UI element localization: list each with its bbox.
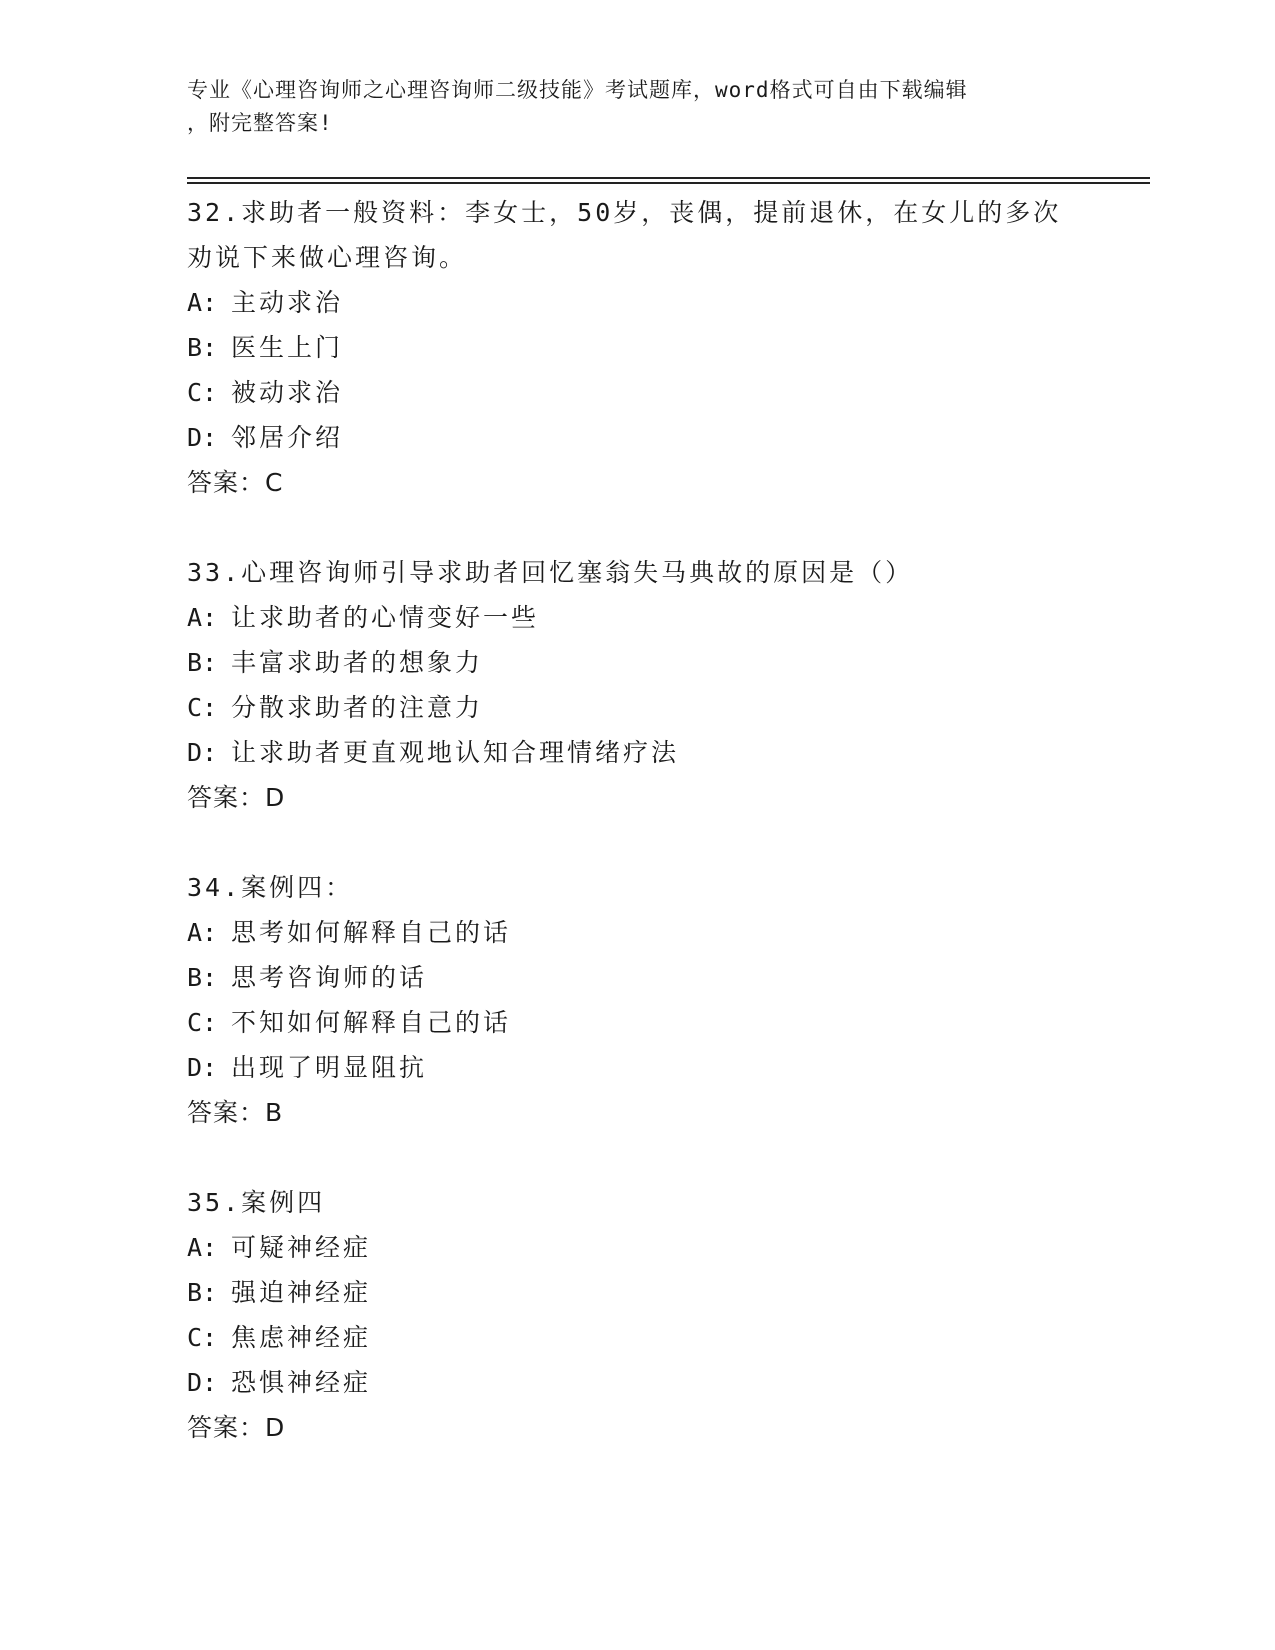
option-c: [187, 1315, 1147, 1360]
option-b: [187, 955, 1147, 1000]
option-d: [187, 730, 1147, 775]
option-label: D:: [187, 1053, 218, 1082]
option-label: A:: [187, 288, 218, 317]
option-text: 分散求助者的注意力: [231, 693, 484, 722]
answer-line: 答案：D: [187, 783, 286, 812]
option-label: B:: [187, 963, 218, 992]
option-b: [187, 1270, 1147, 1315]
option-label: D:: [187, 1368, 218, 1397]
document-header: [187, 74, 1087, 140]
option-a: [187, 1225, 1147, 1270]
option-text: 可疑神经症: [231, 1233, 372, 1262]
option-text: 丰富求助者的想象力: [231, 648, 484, 677]
question-text: 32.求助者一般资料：李女士，50岁，丧偶，提前退休，在女儿的多次: [187, 198, 1062, 227]
option-label: A:: [187, 918, 218, 947]
header-divider-bottom: [187, 182, 1150, 184]
option-label: B:: [187, 1278, 218, 1307]
option-b: [187, 325, 1147, 370]
option-text: 邻居介绍: [231, 423, 344, 452]
option-b: [187, 640, 1147, 685]
option-a: [187, 910, 1147, 955]
option-label: A:: [187, 1233, 218, 1262]
option-text: 让求助者更直观地认知合理情绪疗法: [231, 738, 680, 767]
question-text: 劝说下来做心理咨询。: [187, 243, 468, 272]
answer-line: 答案：B: [187, 1098, 284, 1127]
option-text: 强迫神经症: [231, 1278, 372, 1307]
option-text: 被动求治: [231, 378, 344, 407]
option-label: B:: [187, 333, 218, 362]
answer-line: 答案：C: [187, 468, 284, 497]
option-c: [187, 685, 1147, 730]
option-label: D:: [187, 738, 218, 767]
question-text: 35.案例四: [187, 1188, 326, 1217]
header-divider-top: [187, 177, 1150, 179]
question-34: [187, 865, 1147, 1135]
header-line-1: 专业《心理咨询师之心理咨询师二级技能》考试题库，word格式可自由下载编辑: [187, 78, 968, 102]
option-text: 不知如何解释自己的话: [231, 1008, 512, 1037]
option-d: [187, 1360, 1147, 1405]
option-text: 思考咨询师的话: [231, 963, 428, 992]
option-label: D:: [187, 423, 218, 452]
option-text: 思考如何解释自己的话: [231, 918, 512, 947]
option-label: B:: [187, 648, 218, 677]
option-a: [187, 595, 1147, 640]
header-line-2: ，附完整答案!: [187, 111, 333, 135]
option-c: [187, 370, 1147, 415]
question-list: [187, 190, 1147, 1495]
option-a: [187, 280, 1147, 325]
option-label: C:: [187, 1323, 218, 1352]
option-text: 焦虑神经症: [231, 1323, 372, 1352]
question-32: [187, 190, 1147, 505]
option-d: [187, 415, 1147, 460]
question-text: 34.案例四：: [187, 873, 354, 902]
option-text: 主动求治: [231, 288, 344, 317]
option-label: A:: [187, 603, 218, 632]
option-d: [187, 1045, 1147, 1090]
option-c: [187, 1000, 1147, 1045]
question-35: [187, 1180, 1147, 1450]
answer-line: 答案：D: [187, 1413, 286, 1442]
option-text: 出现了明显阻抗: [231, 1053, 428, 1082]
option-text: 恐惧神经症: [231, 1368, 372, 1397]
option-text: 让求助者的心情变好一些: [231, 603, 540, 632]
option-label: C:: [187, 1008, 218, 1037]
option-label: C:: [187, 693, 218, 722]
question-33: [187, 550, 1147, 820]
question-text: 33.心理咨询师引导求助者回忆塞翁失马典故的原因是（）: [187, 558, 914, 587]
option-label: C:: [187, 378, 218, 407]
option-text: 医生上门: [231, 333, 344, 362]
